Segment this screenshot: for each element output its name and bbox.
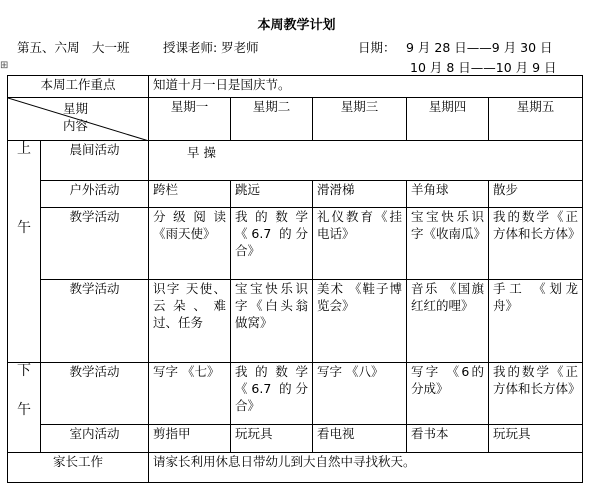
teaching-2-cell-2: 宝宝快乐识字《白头翁做窝》 xyxy=(231,280,313,363)
morning-char-1: 上 xyxy=(17,141,31,157)
indoor-cell-4: 看书本 xyxy=(407,425,489,453)
teaching-1-cell-3: 礼仪教育《挂电话》 xyxy=(313,208,407,280)
class-name: 第五、六周 大一班 xyxy=(17,40,130,55)
weekly-plan-table xyxy=(7,75,583,483)
teaching-3-cell-2: 我的数学《6.7 的分合》 xyxy=(231,363,313,425)
header-diagonal-cell xyxy=(8,98,149,141)
focus-label: 本周工作重点 xyxy=(8,76,149,98)
focus-text: 知道十月一日是国庆节。 xyxy=(149,76,583,98)
teaching-1-cell-5: 我的数学《正方体和长方体》 xyxy=(489,208,583,280)
date-range-1: 9 月 28 日——9 月 30 日 xyxy=(406,40,553,55)
date-label: 日期： xyxy=(358,40,396,55)
morning-activity-value: 早 操 xyxy=(187,145,216,160)
teaching-3-cell-1: 写字 《七》 xyxy=(149,363,231,425)
document-title: 本周教学计划 xyxy=(257,18,336,33)
outdoor-cell-1: 跨栏 xyxy=(149,181,231,208)
teaching-1-cell-2: 我的数学《6.7 的分合》 xyxy=(231,208,313,280)
day-header-1: 星期一 xyxy=(149,98,231,141)
indoor-cell-1: 剪指甲 xyxy=(149,425,231,453)
teaching-1-cell-4: 宝宝快乐识字《收南瓜》 xyxy=(407,208,489,280)
afternoon-char-1: 下 xyxy=(17,363,31,379)
parent-work-label: 家长工作 xyxy=(8,453,149,483)
indoor-cell-5: 玩玩具 xyxy=(489,425,583,453)
row-label-teaching-3: 教学活动 xyxy=(41,363,149,425)
afternoon-char-2: 午 xyxy=(17,402,31,418)
teaching-2-cell-5: 手工 《划龙舟》 xyxy=(489,280,583,363)
morning-char-2: 午 xyxy=(17,220,31,236)
row-label-indoor: 室内活动 xyxy=(41,425,149,453)
teacher-name: 授课老师: 罗老师 xyxy=(163,40,259,55)
parent-work-text: 请家长利用休息日带幼儿到大自然中寻找秋天。 xyxy=(149,453,583,483)
outdoor-cell-4: 羊角球 xyxy=(407,181,489,208)
teaching-3-cell-3: 写字 《八》 xyxy=(313,363,407,425)
day-header-3: 星期三 xyxy=(313,98,407,141)
content-label: 内容 xyxy=(63,118,89,133)
date-range-2: 10 月 8 日——10 月 9 日 xyxy=(410,60,557,75)
indoor-cell-3: 看电视 xyxy=(313,425,407,453)
morning-activity-text xyxy=(149,141,583,181)
indoor-cell-2: 玩玩具 xyxy=(231,425,313,453)
week-label: 星期 xyxy=(63,101,89,116)
teaching-2-cell-1: 识字 天使、云朵、难过、任务 xyxy=(149,280,231,363)
section-morning xyxy=(8,141,41,363)
teaching-2-cell-4: 音乐 《国旗红红的哩》 xyxy=(407,280,489,363)
day-header-5: 星期五 xyxy=(489,98,583,141)
row-label-morning-activity: 晨间活动 xyxy=(41,141,149,181)
row-label-teaching-1: 教学活动 xyxy=(41,208,149,280)
row-label-teaching-2: 教学活动 xyxy=(41,280,149,363)
table-anchor-icon: ⊞ xyxy=(0,60,9,71)
outdoor-cell-5: 散步 xyxy=(489,181,583,208)
section-afternoon xyxy=(8,363,41,453)
teaching-1-cell-1: 分级阅读《雨天使》 xyxy=(149,208,231,280)
outdoor-cell-3: 滑滑梯 xyxy=(313,181,407,208)
teaching-3-cell-5: 我的数学《正方体和长方体》 xyxy=(489,363,583,425)
day-header-4: 星期四 xyxy=(407,98,489,141)
row-label-outdoor: 户外活动 xyxy=(41,181,149,208)
teaching-2-cell-3: 美术 《鞋子博览会》 xyxy=(313,280,407,363)
outdoor-cell-2: 跳远 xyxy=(231,181,313,208)
teaching-3-cell-4: 写字 《6的分成》 xyxy=(407,363,489,425)
day-header-2: 星期二 xyxy=(231,98,313,141)
